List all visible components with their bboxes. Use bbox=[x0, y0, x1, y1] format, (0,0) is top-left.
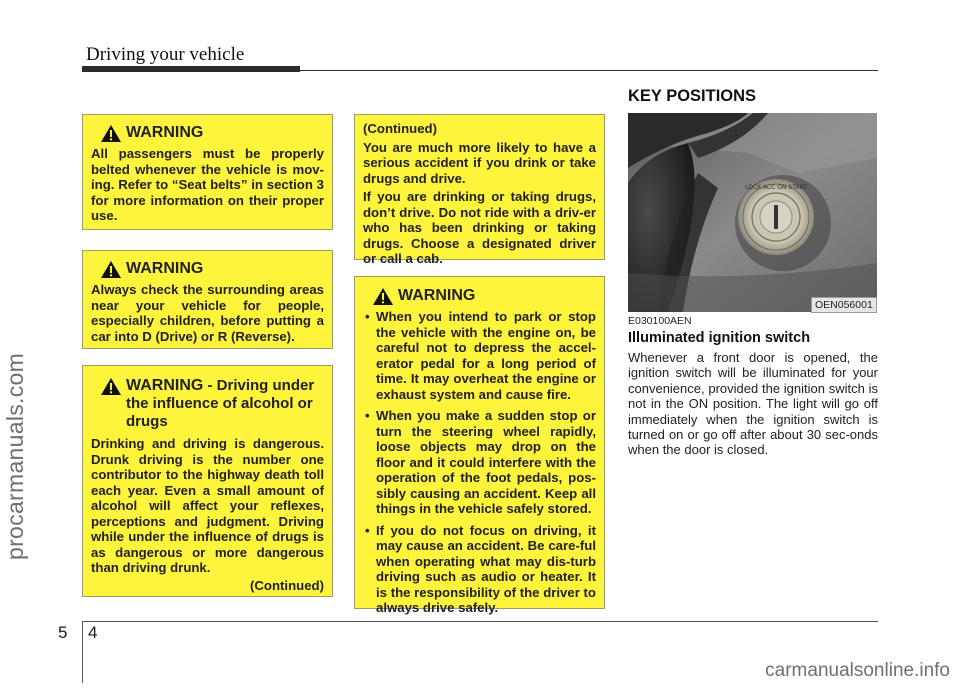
warning-box-vehicle-safety bbox=[354, 276, 605, 615]
continued-label: (Continued) bbox=[363, 121, 437, 136]
header-bar bbox=[82, 66, 300, 72]
warning-heading bbox=[91, 260, 324, 278]
item-body: Whenever a front door is opened, the ignition switch will be illuminated for your convenience, provided the ignition switch is not in the ON position. The light will go off immediately when the ignition switch is turned on or go off after about 30 sec-onds when the door is closed. bbox=[628, 350, 878, 458]
continued-para-1: You are much more likely to have a serious accident if you drink or take drugs and drive. bbox=[363, 139, 596, 186]
warning-body: Always check the surrounding areas near your vehicle for people, especially children, before putting a car into D (Drive) or R (Reverse). bbox=[91, 282, 324, 344]
warning-list bbox=[363, 309, 596, 616]
footer-rule bbox=[82, 621, 878, 622]
ignition-switch-photo bbox=[628, 113, 877, 312]
list-item-text: If you do not focus on driving, it may cause an accident. Be care-ful when operating what may dis-turb driving such as audio or heater. It is the responsibility of the driver to always drive safely. bbox=[376, 522, 596, 615]
warning-body: Drinking and driving is dangerous. Drunk driving is the number one contributor to the highway death toll each year. Even a small amount of alcohol will affect your reflexes, perceptions and judgment. Driving while under the influence of drugs is as dangerous or more dangerous than driving drunk. bbox=[91, 436, 324, 575]
warning-heading bbox=[363, 287, 596, 305]
photo-code: OEN056001 bbox=[811, 297, 877, 313]
header-rule bbox=[300, 70, 878, 71]
warning-box-surroundings bbox=[82, 250, 333, 349]
header-title: Driving your vehicle bbox=[86, 44, 245, 65]
warning-title: WARNING bbox=[126, 124, 204, 141]
list-item: • When you make a sudden stop or turn the steering wheel rapidly, loose objects may drop on the floor and it could interfere with the operation of the foot pedals, pos-sibly causing an accident. Keep all things in the vehicle safely stored. bbox=[365, 408, 596, 516]
warning-title: WARNING bbox=[126, 260, 204, 277]
warning-body: All passengers must be properly belted whenever the vehicle is mov-ing. Refer to “Seat belts” in section 3 for more information on their proper use. bbox=[91, 146, 324, 223]
watermark-left: procarmanuals.com bbox=[2, 352, 28, 560]
warning-box-alcohol bbox=[82, 365, 333, 597]
warning-subtitle: - Driving under the influence of alcohol or drugs bbox=[126, 377, 315, 430]
list-item-text: When you make a sudden stop or turn the steering wheel rapidly, loose objects may drop on the floor and it could interfere with the operation of the foot pedals, pos-sibly causing an accident. Keep all things in the vehicle safely stored. bbox=[376, 408, 596, 516]
warning-title: WARNING bbox=[126, 377, 204, 394]
item-code: E030100AEN bbox=[628, 315, 692, 327]
warning-title: WARNING bbox=[398, 287, 476, 304]
footer-page-number: 4 bbox=[88, 623, 98, 642]
footer-tick bbox=[82, 621, 83, 683]
watermark-bottom: carmanualsonline.info bbox=[765, 660, 950, 681]
continued-label: (Continued) bbox=[250, 577, 324, 593]
item-title: Illuminated ignition switch bbox=[628, 330, 811, 346]
svg-text:LOCK ACC ON START: LOCK ACC ON START bbox=[745, 184, 807, 191]
warning-heading bbox=[91, 377, 324, 431]
warning-box-seatbelts bbox=[82, 114, 333, 230]
warning-triangle-icon bbox=[101, 125, 121, 142]
warning-triangle-icon bbox=[373, 288, 393, 305]
warning-triangle-icon bbox=[101, 378, 121, 395]
warning-triangle-icon bbox=[101, 261, 121, 278]
list-item-text: When you intend to park or stop the vehicle with the engine on, be careful not to depress the accel-erator pedal for a long period of time. It may overheat the engine or exhaust system and cause fire. bbox=[376, 309, 596, 402]
list-item: • When you intend to park or stop the vehicle with the engine on, be careful not to depress the accel-erator pedal for a long period of time. It may overheat the engine or exhaust system and cause fire. bbox=[365, 309, 596, 402]
continued-box bbox=[354, 114, 605, 266]
footer-section-number: 5 bbox=[58, 623, 68, 642]
continued-para-2: If you are drinking or taking drugs, don’t drive. Do not ride with a driv-er who has been drinking or taking drugs. Choose a designated driver or call a cab. bbox=[363, 189, 596, 266]
warning-heading bbox=[91, 124, 324, 142]
list-item: • If you do not focus on driving, it may cause an accident. Be care-ful when operating what may dis-turb driving such as audio or heater. It is the responsibility of the driver to always drive safely. bbox=[365, 522, 596, 615]
section-title: KEY POSITIONS bbox=[628, 87, 757, 105]
